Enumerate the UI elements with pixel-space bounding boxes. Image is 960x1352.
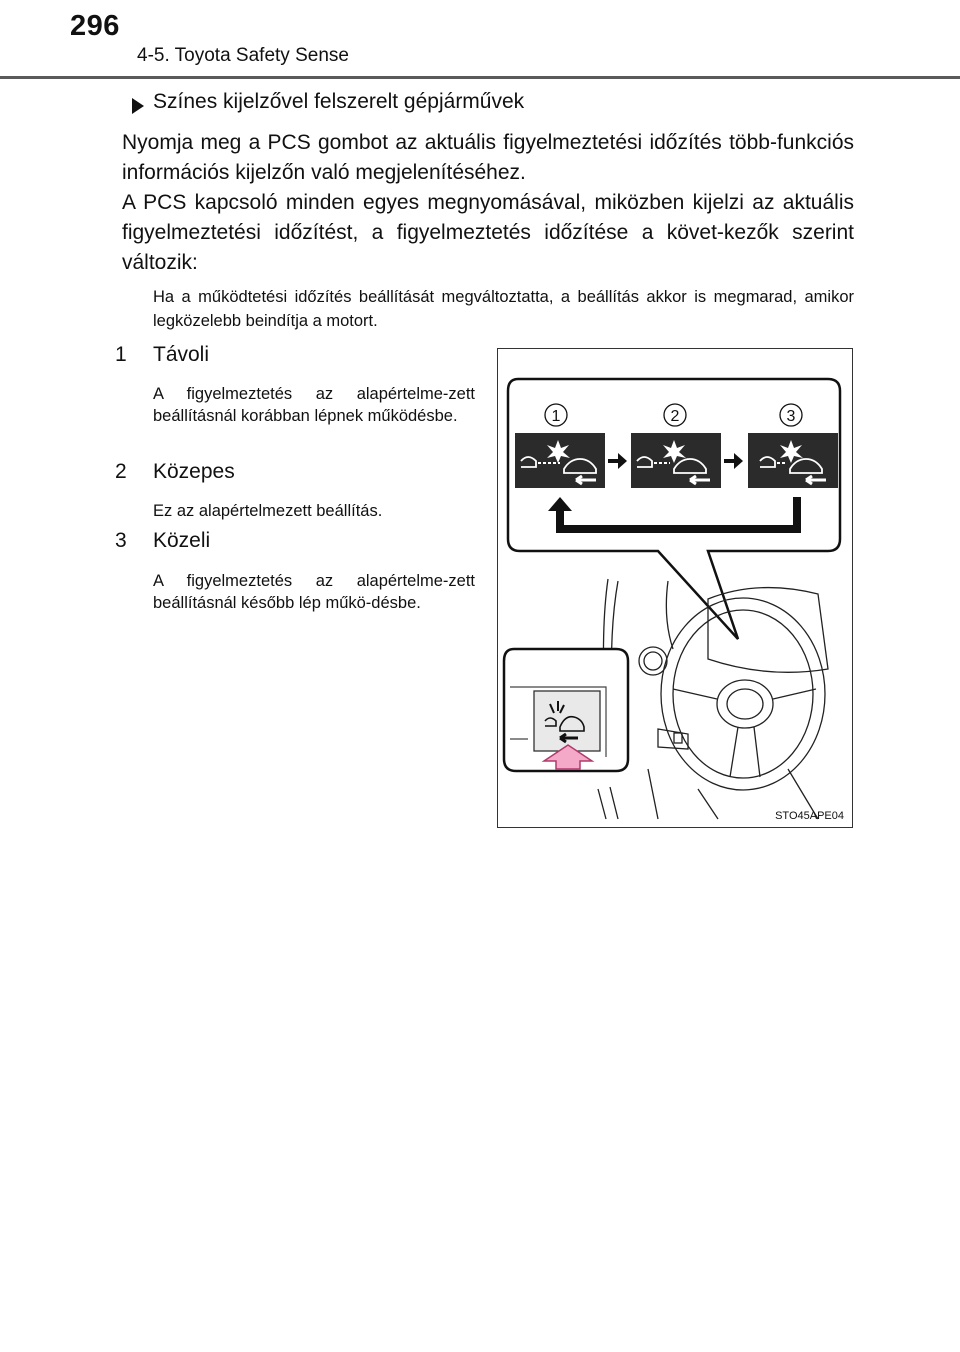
pcs-display-near-icon bbox=[748, 433, 838, 488]
triangle-bullet-icon bbox=[132, 98, 144, 114]
callout-number-2: 2 bbox=[670, 408, 680, 425]
note-text: Ha a működtetési időzítés beállítását megváltoztatta, a beállítás akkor is megmarad, amikor legközelebb beindítja a motort. bbox=[153, 288, 854, 330]
pcs-display-middle-icon bbox=[631, 433, 721, 488]
figure-code: STO45APE04 bbox=[775, 810, 844, 822]
item-number-3: 3 bbox=[115, 529, 127, 552]
header-divider bbox=[0, 76, 960, 79]
item-title-near: Közeli bbox=[153, 529, 211, 552]
illustration-drawing bbox=[498, 349, 852, 827]
item-number-1: 1 bbox=[115, 343, 127, 366]
item-description-far: A figyelmeztetés az alapértelme-zett beállításnál korábban lépnek működésbe. bbox=[153, 385, 475, 425]
callout-number-3: 3 bbox=[786, 408, 796, 425]
subsection-heading: Színes kijelzővel felszerelt gépjárművek bbox=[153, 90, 525, 113]
item-title-far: Távoli bbox=[153, 343, 210, 366]
pcs-switch-icon[interactable] bbox=[534, 691, 600, 751]
section-title: 4-5. Toyota Safety Sense bbox=[137, 45, 349, 66]
item-number-2: 2 bbox=[115, 460, 127, 483]
item-title-middle: Közepes bbox=[153, 460, 235, 483]
item-description-middle: Ez az alapértelmezett beállítás. bbox=[153, 502, 383, 520]
callout-number-1: 1 bbox=[551, 408, 561, 425]
pcs-display-far-icon bbox=[515, 433, 605, 488]
steering-wheel-icon bbox=[598, 579, 828, 819]
page-number: 296 bbox=[70, 10, 120, 42]
paragraph-2: A PCS kapcsoló minden egyes megnyomásával, miközben kijelzi az aktuális figyelmeztetési időzítést, a figyelmeztetés időzítése a követ-kezők szerint változik: bbox=[122, 191, 854, 274]
paragraph-1: Nyomja meg a PCS gombot az aktuális figyelmeztetési időzítés több-funkciós információs kijelzőn való megjelenítéséhez. bbox=[122, 131, 854, 184]
item-description-near: A figyelmeztetés az alapértelme-zett beállításnál később lép műkö-désbe. bbox=[153, 572, 475, 612]
pcs-illustration bbox=[497, 348, 853, 828]
